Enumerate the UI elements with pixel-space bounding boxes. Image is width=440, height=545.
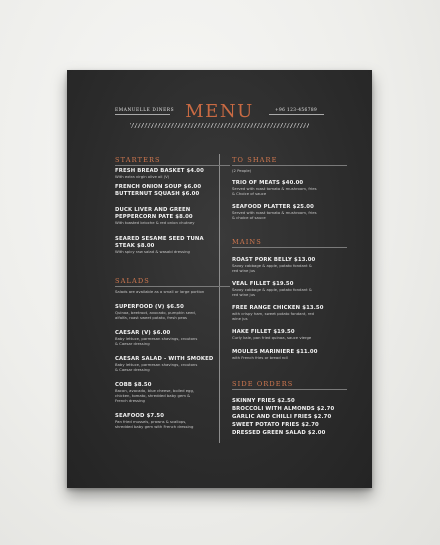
menu-item-description: With spicy raw salad & wasabi dressing: [115, 249, 190, 254]
menu-header: [67, 70, 372, 130]
menu-item-description: Baby lettuce, parmesan shavings, croutons: [115, 336, 198, 341]
menu-item-name: CAESAR (V) $6.00: [115, 330, 171, 336]
section-rule: [115, 165, 230, 166]
side-order-item: SKINNY FRIES $2.50: [232, 398, 295, 404]
menu-item-description: & Choice of sauce: [232, 191, 267, 196]
menu-item-name: PEPPERCORN PATE $8.00: [115, 214, 193, 220]
menu-item-description: red wine jus: [232, 268, 255, 273]
menu-item-name: SEARED SESAME SEED TUNA: [115, 236, 204, 242]
menu-item-name: FRESH BREAD BASKET $4.00: [115, 168, 204, 174]
menu-item-description: Savoy cabbage & apple, potato fondant &: [232, 287, 312, 292]
menu-item-name: BUTTERNUT SQUASH $6.00: [115, 191, 200, 197]
side-order-item: SWEET POTATO FRIES $2.70: [232, 422, 319, 428]
menu-item-description: red wine jus: [232, 292, 255, 297]
decorative-hatch-band: [130, 123, 309, 128]
menu-item-description: & Caesar dressing: [115, 341, 150, 346]
menu-item-description: alfalfa, roast sweet potato, fresh peas: [115, 315, 187, 320]
menu-item-name: SEAFOOD PLATTER $25.00: [232, 204, 314, 210]
menu-title: MENU: [185, 101, 254, 122]
menu-item-description: with French fries or bread roll: [232, 355, 288, 360]
menu-item-description: Pan fried mussels, prawns & scallops,: [115, 419, 187, 424]
menu-item-description: with crispy ham, sweet potato fondant, red: [232, 311, 315, 316]
section-heading-to-share: TO SHARE: [232, 156, 278, 164]
side-order-item: DRESSED GREEN SALAD $2.00: [232, 430, 326, 436]
column-divider: [219, 154, 220, 443]
phone-number: +96 123-456789: [275, 108, 318, 113]
menu-item-description: Quinoa, beetroot, avocado, pumpkin seed,: [115, 310, 197, 315]
menu-item-name: SUPERFOOD (V) $6.50: [115, 304, 184, 310]
menu-item-name: FRENCH ONION SOUP $6.00: [115, 184, 202, 190]
menu-item-description: French dressing: [115, 398, 145, 403]
to-share-note: (2 People): [232, 168, 252, 173]
menu-item-name: HAKE FILLET $19.50: [232, 329, 295, 335]
section-rule: [232, 247, 347, 248]
menu-item-name: VEAL FILLET $19.50: [232, 281, 294, 287]
section-heading-salads: SALADS: [115, 277, 150, 285]
menu-item-description: chicken, tomato, shredded baby gem &: [115, 393, 191, 398]
menu-item-description: & choice of sauce: [232, 215, 266, 220]
menu-item-description: Served with roast tomato & mushroom, fries: [232, 210, 317, 215]
brand-name: EMANUELLE DINERS: [115, 108, 175, 113]
menu-item-description: shredded baby gem with French dressing: [115, 424, 194, 429]
menu-board: [67, 70, 372, 488]
side-order-item: GARLIC AND CHILLI FRIES $2.70: [232, 414, 332, 420]
menu-item-description: Curly kale, pan fried quinoa, sauce vierge: [232, 335, 312, 340]
section-rule: [115, 286, 230, 287]
menu-item-name: MOULES MARINIERE $11.00: [232, 349, 318, 355]
menu-item-name: COBB $8.50: [115, 382, 152, 388]
menu-item-description: Bacon, avocado, blue cheese, boiled egg,: [115, 388, 195, 393]
section-rule: [232, 389, 347, 390]
salads-note: Salads are available as a small or large portion: [115, 289, 205, 294]
menu-item-description: With toasted brioche & red onion chutney: [115, 220, 195, 225]
menu-item-name: TRIO OF MEATS $40.00: [232, 180, 304, 186]
menu-item-name: FREE RANGE CHICKEN $13.50: [232, 305, 324, 311]
side-order-item: BROCCOLI WITH ALMONDS $2.70: [232, 406, 335, 412]
menu-item-description: Served with roast tomato & mushroom, fries: [232, 186, 317, 191]
section-heading-mains: MAINS: [232, 238, 262, 246]
menu-item-name: CAESAR SALAD - WITH SMOKED: [115, 356, 214, 362]
menu-item-description: & Caesar dressing: [115, 367, 150, 372]
menu-item-name: SEAFOOD $7.50: [115, 413, 165, 419]
menu-item-description: wine jus: [232, 316, 248, 321]
menu-item-name: ROAST PORK BELLY $13.00: [232, 257, 316, 263]
section-heading-side-orders: SIDE ORDERS: [232, 380, 294, 388]
menu-item-description: Savoy cabbage & apple, potato fondant &: [232, 263, 312, 268]
menu-item-description: Baby lettuce, parmesan shavings, croutons: [115, 362, 198, 367]
menu-item-name: STEAK $8.00: [115, 243, 155, 249]
section-rule: [232, 165, 347, 166]
section-heading-starters: STARTERS: [115, 156, 161, 164]
menu-item-description: With extra virgin olive oil (V): [115, 174, 170, 179]
menu-item-name: DUCK LIVER AND GREEN: [115, 207, 191, 213]
